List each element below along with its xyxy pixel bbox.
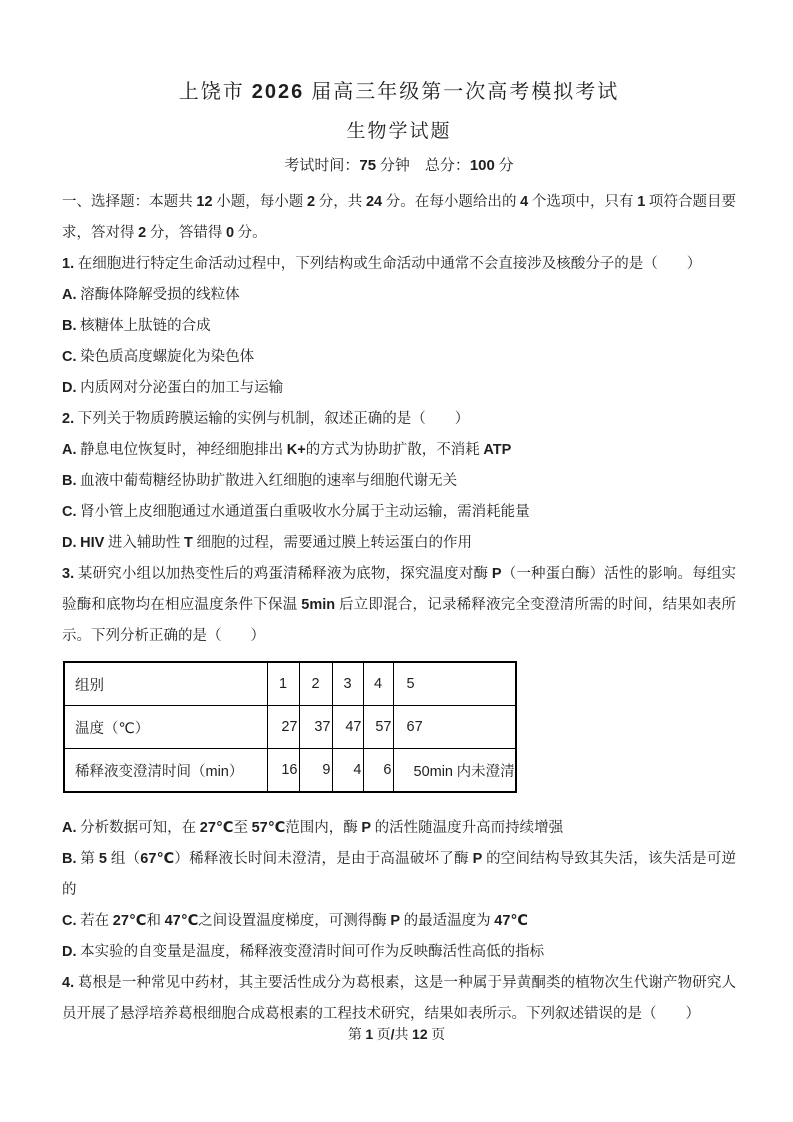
question-1 — [62, 249, 736, 404]
table-cell: 5 — [393, 662, 516, 706]
question-3-option-b: B. 第 5 组（67℃）稀释液长时间未澄清，是由于高温破坏了酶 P 的空间结构导致其失活，该失活是可逆的 — [62, 851, 737, 898]
question-3-option-c: C. 若在 27℃和 47℃之间设置温度梯度，可测得酶 P 的最适温度为 47℃ — [62, 913, 528, 929]
question-3-option-d: D. 本实验的自变量是温度，稀释液变澄清时间可作为反映酶活性高低的指标 — [62, 944, 545, 960]
question-1-option-c: C. 染色质高度螺旋化为染色体 — [62, 349, 255, 365]
page-footer: 第 1 页/共 12 页 — [347, 1026, 446, 1043]
table-cell: 组别 — [64, 662, 267, 706]
enzyme-results-table — [63, 661, 517, 793]
table-cell: 3 — [332, 662, 363, 706]
table-cell: 37 — [299, 706, 332, 749]
question-2 — [62, 404, 736, 559]
table-cell: 1 — [267, 662, 299, 706]
table-cell: 57 — [363, 706, 393, 749]
table-cell: 温度（℃） — [64, 706, 267, 749]
question-4-stem: 4. 葛根是一种常见中药材，其主要活性成分为葛根素，这是一种属于异黄酮类的植物次生代谢产物研究人员开展了悬浮培养葛根细胞合成葛根素的工程技术研究，结果如表所示。下列叙述错误的是（ ） — [62, 975, 736, 1022]
question-3-stem: 3. 某研究小组以加热变性后的鸡蛋清稀释液为底物，探究温度对酶 P（一种蛋白酶）活性的影响。每组实验酶和底物均在相应温度条件下保温 5min 后立即混合，记录稀释液完全变澄清所需的时间，结果如表所示。下列分析正确的是（ ） — [62, 566, 737, 644]
table-cell: 9 — [299, 749, 332, 793]
question-2-option-d: D. HIV 进入辅助性 T 细胞的过程，需要通过膜上转运蛋白的作用 — [62, 535, 473, 551]
table-cell: 4 — [363, 662, 393, 706]
table-row-group — [64, 662, 516, 706]
table-cell: 50min 内未澄清 — [393, 749, 516, 793]
question-2-stem: 2. 下列关于物质跨膜运输的实例与机制，叙述正确的是（ ） — [62, 411, 470, 427]
question-1-option-b: B. 核糖体上肽链的合成 — [62, 318, 211, 334]
table-cell: 稀释液变澄清时间（min） — [64, 749, 267, 793]
question-3-option-a: A. 分析数据可知，在 27℃至 57℃范围内，酶 P 的活性随温度升高而持续增强 — [62, 820, 564, 836]
page-title: 上饶市 2026 届高三年级第一次高考模拟考试 — [178, 81, 620, 103]
question-4 — [62, 968, 736, 1030]
document-header — [62, 78, 736, 177]
question-1-option-a: A. 溶酶体降解受损的线粒体 — [62, 287, 240, 303]
question-1-stem: 1. 在细胞进行特定生命活动过程中，下列结构或生命活动中通常不会直接涉及核酸分子的是（ ） — [62, 256, 702, 272]
question-2-option-c: C. 肾小管上皮细胞通过水通道蛋白重吸收水分属于主动运输，需消耗能量 — [62, 504, 530, 520]
table-cell: 47 — [332, 706, 363, 749]
page-subtitle: 生物学试题 — [346, 121, 452, 142]
table-cell: 27 — [267, 706, 299, 749]
table-row-clear-time — [64, 749, 516, 793]
exam-info: 考试时间：75 分钟 总分：100 分 — [284, 157, 514, 174]
table-cell: 6 — [363, 749, 393, 793]
question-2-option-b: B. 血液中葡萄糖经协助扩散进入红细胞的速率与细胞代谢无关 — [62, 473, 458, 489]
question-1-option-d: D. 内质网对分泌蛋白的加工与运输 — [62, 380, 284, 396]
table-cell: 4 — [332, 749, 363, 793]
question-3 — [62, 559, 736, 968]
table-cell: 16 — [267, 749, 299, 793]
question-2-option-a: A. 静息电位恢复时，神经细胞排出 K+的方式为协助扩散，不消耗 ATP — [62, 442, 512, 458]
table-row-temperature — [64, 706, 516, 749]
table-cell: 2 — [299, 662, 332, 706]
section-intro: 一、选择题：本题共 12 小题，每小题 2 分，共 24 分。在每小题给出的 4 个选项中，只有 1 项符合题目要求，答对得 2 分，答错得 0 分。 — [62, 194, 737, 241]
table-cell: 67 — [393, 706, 516, 749]
